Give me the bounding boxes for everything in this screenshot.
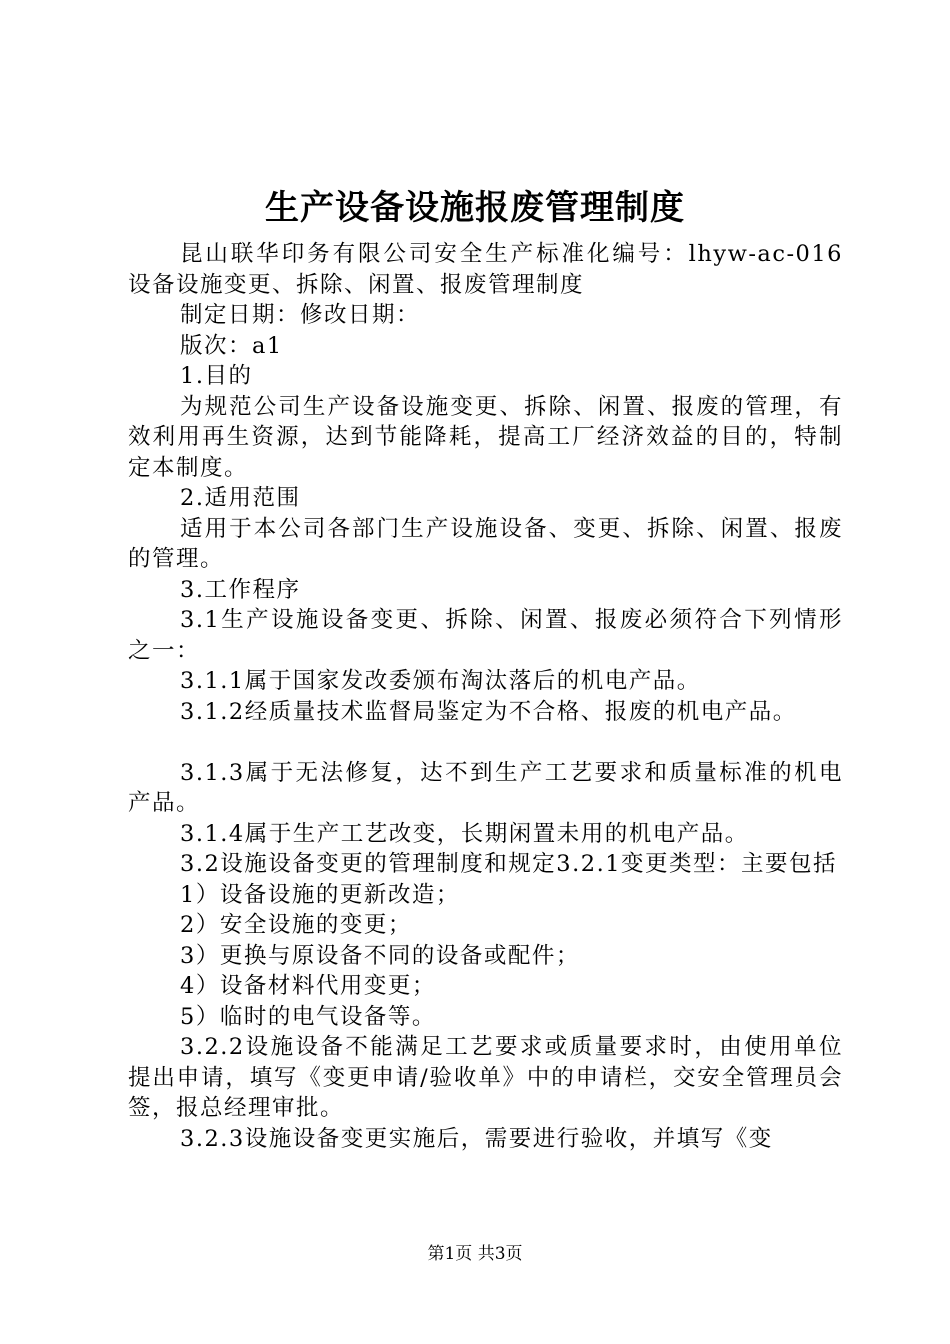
document-body <box>128 239 843 1154</box>
paragraph-scope: 适用于本公司各部门生产设施设备、变更、拆除、闲置、报废的管理。 <box>128 515 843 572</box>
paragraph-purpose: 为规范公司生产设备设施变更、拆除、闲置、报废的管理，有效利用再生资源，达到节能降耗，提高工厂经济效益的目的，特制定本制度。 <box>128 393 843 481</box>
section-heading-scope: 2.适用范围 <box>180 485 301 511</box>
paragraph-version: 版次：a1 <box>180 332 283 359</box>
section-heading-purpose: 1.目的 <box>180 363 253 389</box>
paragraph-3-1-3: 3.1.3属于无法修复，达不到生产工艺要求和质量标准的机电产品。 <box>128 759 843 816</box>
document-title: 生产设备设施报废管理制度 <box>265 188 685 228</box>
paragraph-3-1-2: 3.1.2经质量技术监督局鉴定为不合格、报废的机电产品。 <box>180 698 797 725</box>
section-heading-procedure: 3.工作程序 <box>180 576 301 603</box>
paragraph-dates: 制定日期：修改日期： <box>180 302 421 328</box>
paragraph-3-2: 3.2设施设备变更的管理制度和规定3.2.1变更类型：主要包括 <box>180 851 838 877</box>
paragraph-3-1-1: 3.1.1属于国家发改委颁布淘汰落后的机电产品。 <box>180 668 701 694</box>
paragraph-blank <box>128 727 843 758</box>
page-number-footer: 第1页 共3页 <box>427 1244 523 1264</box>
paragraph-3-1-4: 3.1.4属于生产工艺改变，长期闲置未用的机电产品。 <box>180 820 749 847</box>
paragraph-3-2-3: 3.2.3设施设备变更实施后，需要进行验收，并填写《变 <box>180 1125 773 1152</box>
list-item-1: 1）设备设施的更新改造； <box>180 881 460 908</box>
paragraph-header: 昆山联华印务有限公司安全生产标准化编号：lhyw-ac-016 设备设施变更、拆除、闲置、报废管理制度 <box>128 241 843 298</box>
list-item-5: 5）临时的电气设备等。 <box>180 1003 436 1030</box>
list-item-2: 2）安全设施的变更； <box>180 912 412 938</box>
paragraph-3-1: 3.1生产设施设备变更、拆除、闲置、报废必须符合下列情形之一： <box>128 607 843 664</box>
list-item-3: 3）更换与原设备不同的设备或配件； <box>180 942 580 969</box>
list-item-4: 4）设备材料代用变更； <box>180 973 436 999</box>
paragraph-3-2-2: 3.2.2设施设备不能满足工艺要求或质量要求时，由使用单位提出申请，填写《变更申请/验收单》中的申请栏，交安全管理员会签，报总经理审批。 <box>128 1034 843 1121</box>
